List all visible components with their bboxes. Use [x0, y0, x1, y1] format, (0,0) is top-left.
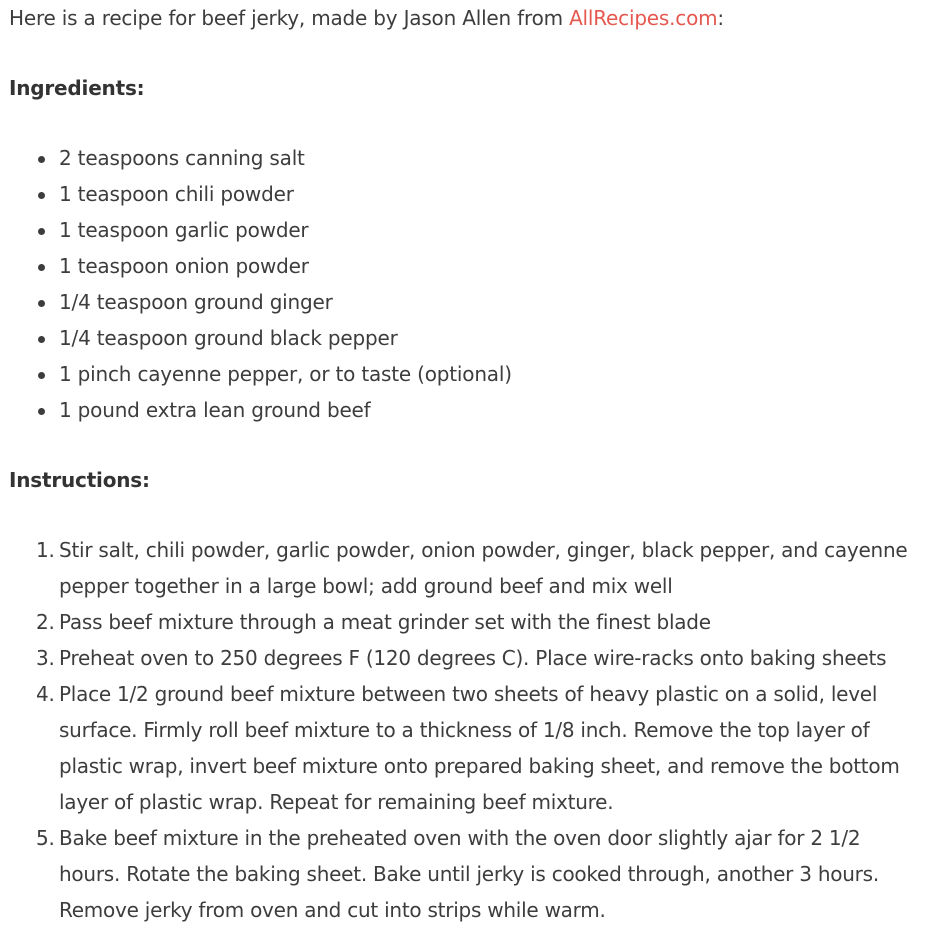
instructions-heading: Instructions:	[9, 468, 150, 492]
ingredient-item: 1 pound extra lean ground beef	[59, 392, 947, 428]
instruction-step	[36, 532, 909, 604]
instruction-step	[36, 676, 909, 820]
step-text: Pass beef mixture through a meat grinder set with the finest blade	[59, 610, 711, 634]
instruction-step	[36, 640, 909, 676]
ingredient-item: 1/4 teaspoon ground ginger	[59, 284, 947, 320]
ingredients-heading: Ingredients:	[9, 76, 145, 100]
intro-paragraph	[9, 0, 947, 36]
ingredients-list	[9, 140, 947, 428]
step-text: Bake beef mixture in the preheated oven with the oven door slightly ajar for 2 1/2 hours. Rotate the baking sheet. Bake until jerky is cooked through, another 3 hours. Remove jerky from oven and cut into strips while warm.	[59, 826, 879, 922]
instructions-list	[9, 532, 909, 928]
ingredient-item: 1 teaspoon onion powder	[59, 248, 947, 284]
ingredient-item: 1 teaspoon chili powder	[59, 176, 947, 212]
step-text: Stir salt, chili powder, garlic powder, onion powder, ginger, black pepper, and cayenne pepper together in a large bowl; add ground beef and mix well	[59, 538, 908, 598]
instruction-step	[36, 604, 909, 640]
ingredient-item: 1 pinch cayenne pepper, or to taste (optional)	[59, 356, 947, 392]
intro-text: Here is a recipe for beef jerky, made by Jason Allen from	[9, 6, 570, 30]
intro-colon: :	[717, 6, 724, 30]
ingredient-item: 1/4 teaspoon ground black pepper	[59, 320, 947, 356]
step-text: Place 1/2 ground beef mixture between two sheets of heavy plastic on a solid, level surface. Firmly roll beef mixture to a thickness of 1/8 inch. Remove the top layer of plastic wrap, invert beef mixture onto prepared baking sheet, and remove the bottom layer of plastic wrap. Repeat for remaining beef mixture.	[59, 682, 900, 814]
step-number: 3.	[36, 646, 55, 670]
allrecipes-link[interactable]: AllRecipes.com	[569, 6, 718, 30]
step-text: Preheat oven to 250 degrees F (120 degrees C). Place wire-racks onto baking sheets	[59, 646, 887, 670]
step-number: 2.	[36, 610, 55, 634]
step-number: 5.	[36, 826, 55, 850]
step-number: 1.	[36, 538, 55, 562]
ingredient-item: 2 teaspoons canning salt	[59, 140, 947, 176]
ingredient-item: 1 teaspoon garlic powder	[59, 212, 947, 248]
instruction-step	[36, 820, 909, 928]
step-number: 4.	[36, 682, 55, 706]
